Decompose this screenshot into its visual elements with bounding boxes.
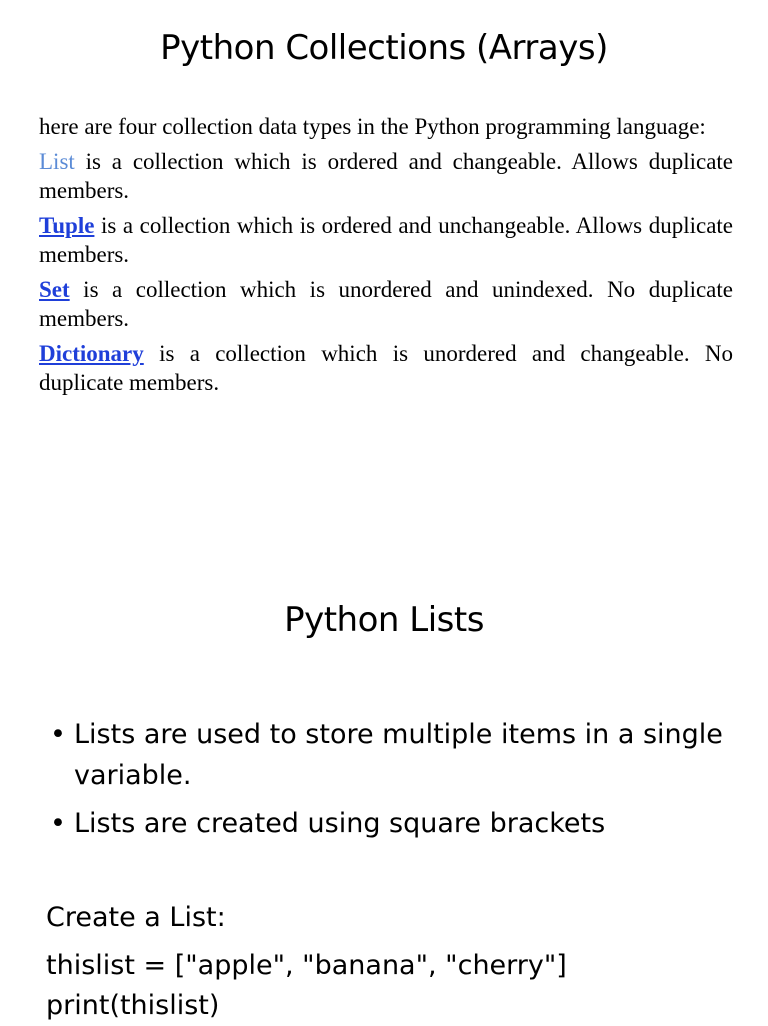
intro-paragraph: here are four collection data types in the Python programming language:: [39, 114, 706, 139]
definition-text: is a collection which is ordered and changeable. Allows duplicate members.: [39, 149, 733, 203]
definition-list: [39, 147, 733, 205]
example-block: [46, 898, 746, 1026]
tuple-link[interactable]: Tuple: [39, 213, 95, 238]
collections-description: [39, 112, 733, 403]
slide-collections: [0, 0, 768, 512]
definition-set: [39, 275, 733, 333]
page-title: Python Collections (Arrays): [160, 28, 608, 68]
bullet-text: Lists are created using square brackets: [74, 808, 606, 839]
definition-tuple: [39, 211, 733, 269]
definition-text: is a collection which is unordered and unindexed. No duplicate members.: [39, 277, 733, 331]
definition-dictionary: [39, 339, 733, 397]
list-item: [46, 714, 726, 796]
code-line: print(thislist): [46, 990, 220, 1021]
slide-python-lists: [0, 512, 768, 1024]
list-item: [46, 803, 726, 844]
bullet-list: [46, 714, 726, 851]
dictionary-link[interactable]: Dictionary: [39, 341, 144, 366]
bullet-icon: •: [50, 719, 66, 750]
section-title: Python Lists: [284, 600, 484, 640]
example-caption: Create a List:: [46, 902, 226, 933]
bullet-text: Lists are used to store multiple items in a single variable.: [74, 719, 723, 791]
definition-text: is a collection which is unordered and changeable. No duplicate members.: [39, 341, 733, 395]
code-line: thislist = ["apple", "banana", "cherry"]: [46, 950, 567, 981]
bullet-icon: •: [50, 808, 66, 839]
definition-text: is a collection which is ordered and unchangeable. Allows duplicate members.: [39, 213, 733, 267]
set-link[interactable]: Set: [39, 277, 70, 302]
list-link[interactable]: List: [39, 149, 75, 174]
